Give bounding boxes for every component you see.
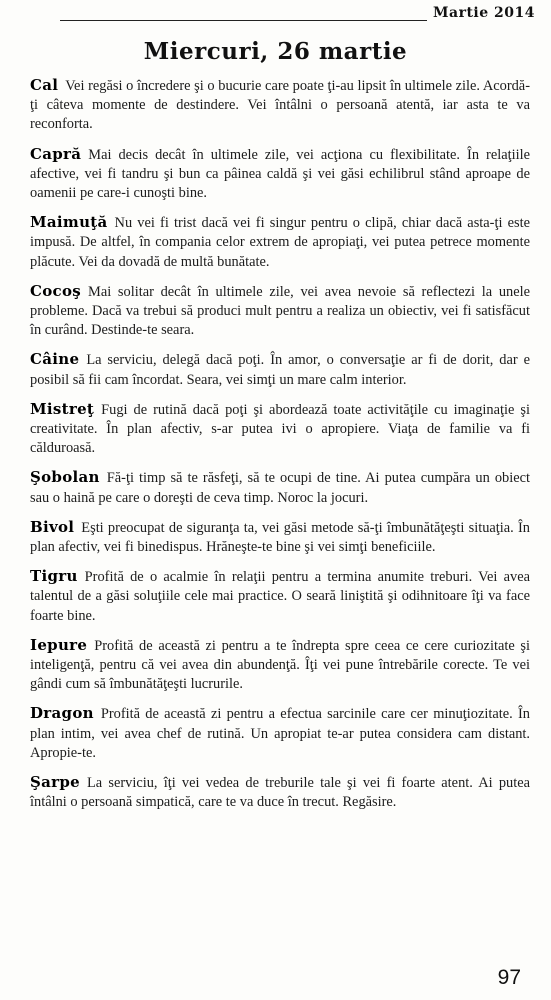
horoscope-entry-tigru [30, 567, 530, 626]
horoscope-text: Mai decis decât în ultimele zile, vei acţiona cu flexibilitate. În relaţiile afective, vei fi tandru şi bun ca pâinea caldă şi vei găsi echilibrul stând aproape de oamenii pe care-i cunoşti bine. [30, 146, 530, 202]
horoscope-text: Profită de o acalmie în relaţii pentru a termina anumite treburi. Vei avea talentul de a găsi soluţiile cele mai practice. O seară liniştită şi odihnitoare îţi va face foarte bine. [30, 569, 530, 624]
horoscope-entry-iepure [30, 636, 530, 695]
horoscope-entry-caine [30, 350, 530, 389]
sign-name: Şarpe [30, 773, 80, 792]
running-head: Martie 2014 [427, 5, 535, 21]
horoscope-text: Nu vei fi trist dacă vei fi singur pentru o clipă, chiar dacă asta-ţi este impusă. De altfel, în compania celor extrem de apropiaţi, vei putea petrece momente plăcute. Vei da dovadă de multă bunătate. [30, 215, 530, 270]
horoscope-entry-sarpe [30, 773, 530, 812]
horoscope-text: La serviciu, delegă dacă poţi. În amor, o conversaţie ar fi de dorit, dar e posibil să fii cam încordat. Seara, vei simţi un mare calm interior. [30, 352, 530, 388]
sign-name: Capră [30, 144, 82, 163]
horoscope-text: Fă-ţi timp să te răsfeţi, să te ocupi de tine. Ai putea cumpăra un obiect sau o haină pe care o doreşti de ceva timp. Noroc la jocuri. [30, 470, 530, 506]
horoscope-text: Profită de această zi pentru a efectua sarcinile care cer minuţiozitate. În plan intim, vei avea chef de rutină. Un apropiat te-ar putea considera cam distant. Apropie-te. [30, 706, 530, 761]
sign-name: Bivol [30, 517, 75, 536]
sign-name: Tigru [30, 567, 78, 586]
horoscope-entry-capra [30, 145, 530, 204]
horoscope-text: Eşti preocupat de siguranţa ta, vei găsi metode să-ţi îmbunătăţeşti situaţia. În plan afectiv, vei fi binedispus. Hrăneşte-te bine şi vei simţi beneficiile. [30, 519, 530, 556]
sign-name: Câine [30, 350, 80, 369]
horoscope-text: Profită de această zi pentru a te îndrepta spre ceea ce cere curiozitate şi inteligenţă, pentru că vei avea din abundenţă. Îţi vei pune întrebările corecte. Te vei gândi cum să îmbunătăţeşti lucrurile. [30, 637, 530, 693]
page-number: 97 [497, 966, 521, 989]
horoscope-entry-sobolan [30, 468, 530, 507]
sign-name: Cocoş [30, 281, 82, 300]
sign-name: Maimuţă [30, 213, 108, 232]
horoscope-entry-cocos [30, 282, 530, 341]
page-title: Miercuri, 26 martie [143, 38, 408, 65]
sign-name: Iepure [30, 635, 88, 654]
horoscope-text: Vei regăsi o încredere şi o bucurie care poate ţi-au lipsit în ultimele zile. Acordă-ţi câteva momente de destindere. Vei întâlni o persoană atentă, iar asta te va reconforta. [30, 78, 530, 133]
horoscope-entry-dragon [30, 704, 530, 763]
horoscope-text: Fugi de rutină dacă poţi şi abordează toate activităţile cu imaginaţie şi creativitate. În plan afectiv, s-ar putea ivi o apropiere. Viaţa de familie va fi călduroasă. [30, 401, 530, 457]
sign-name: Mistreţ [30, 399, 95, 418]
horoscope-entry-mistret [30, 400, 530, 459]
horoscope-text: Mai solitar decât în ultimele zile, vei avea nevoie să reflectezi la unele probleme. Dacă va trebui să produci mult pentru a realiza un obiectiv, vei fi satisfăcut în curând. Destinde-te seara. [30, 283, 530, 339]
sign-name: Şobolan [30, 468, 100, 487]
horoscope-list [30, 76, 530, 823]
horoscope-entry-maimuta [30, 213, 530, 272]
sign-name: Cal [30, 76, 59, 94]
horoscope-entry-bivol [30, 518, 530, 557]
horoscope-text: La serviciu, îţi vei vedea de treburile tale şi vei fi foarte atent. Ai putea întâlni o persoană simpatică, care te va duce în trecut. Regăsire. [30, 775, 530, 811]
horoscope-entry-cal [30, 76, 530, 135]
sign-name: Dragon [30, 704, 94, 723]
